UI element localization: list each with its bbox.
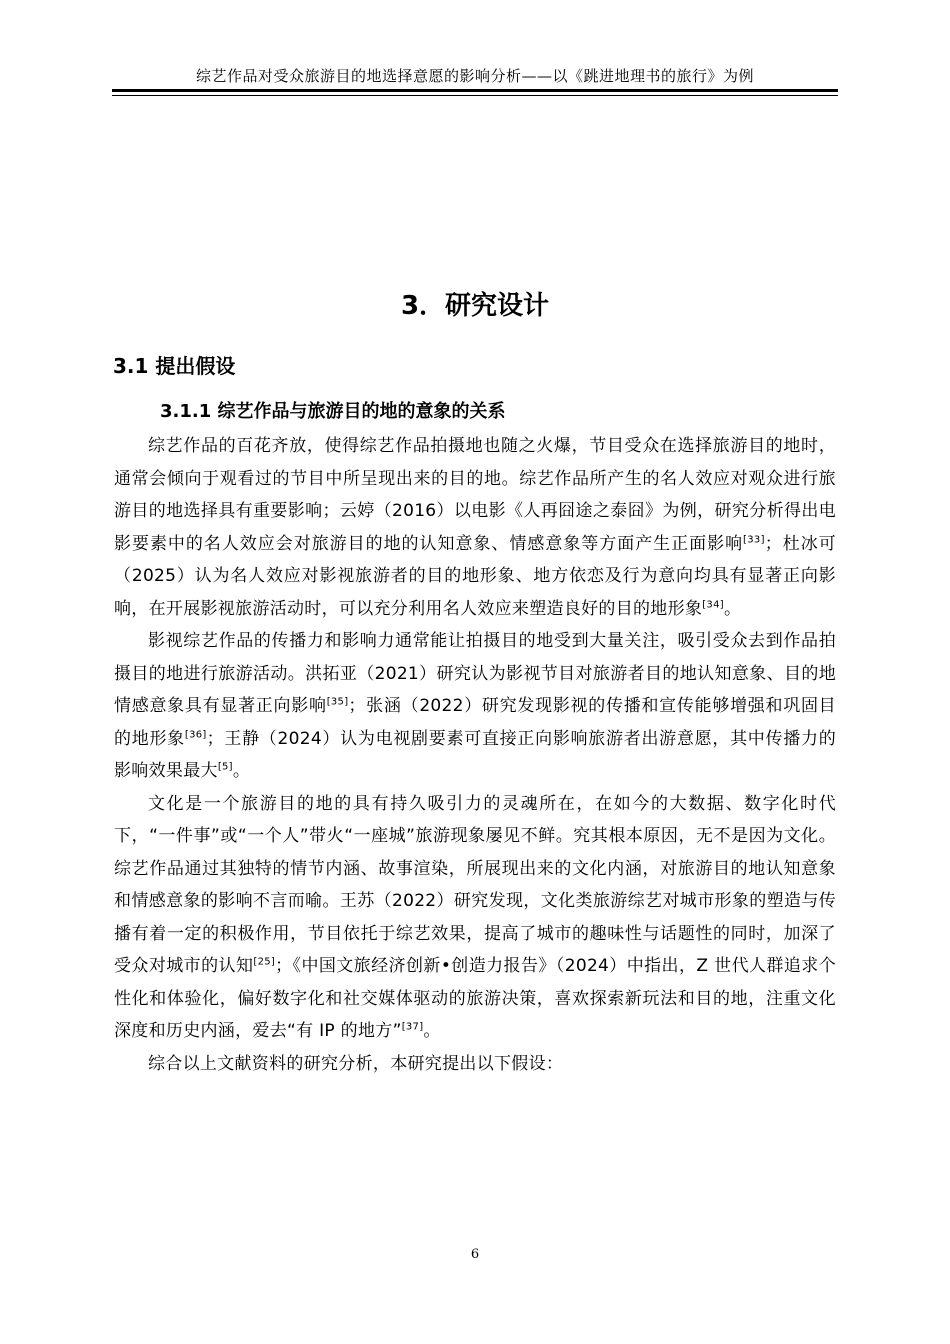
page-number: 6 — [470, 1247, 480, 1262]
citation-marker: [5] — [217, 761, 233, 773]
header-rule-thin — [112, 95, 838, 96]
paragraph-text: ；杜冰可（2025）认为名人效应对影视旅游者的目的地形象、地方依恋及行为意向均具有显著正向影响，在开展影视旅游活动时，可以充分利用名人效应来塑造良好的目的地形象 — [114, 533, 836, 619]
paragraph-text: ；《中国文旅经济创新•创造力报告》（2024）中指出，Z 世代人群追求个性化和体验化，偏好数字化和社交媒体驱动的旅游决策，喜欢探索新玩法和目的地，注重文化深度和历史内涵，爱去“有 IP 的地方” — [114, 956, 836, 1041]
citation-marker: [35] — [326, 696, 349, 708]
citation-marker: [25] — [253, 956, 276, 968]
citation-marker: [34] — [702, 598, 724, 610]
citation-marker: [37] — [401, 1021, 424, 1033]
paragraph — [114, 788, 836, 1048]
paragraph-text: 综合以上文献资料的研究分析，本研究提出以下假设： — [148, 1053, 564, 1074]
paragraph-text: 影视综艺作品的传播力和影响力通常能让拍摄目的地受到大量关注，吸引受众去到作品拍摄目的地进行旅游活动。洪拓亚（2021）研究认为影视节目对旅游者目的地认知意象、目的地情感意象具有显著正向影响 — [114, 631, 836, 716]
paragraph — [114, 430, 836, 625]
paragraph-text: ；张涵（2022）研究发现影视的传播和宣传能够增强和巩固目的地形象 — [114, 696, 836, 749]
citation-marker: [33] — [743, 533, 765, 545]
section-title: 3.1 提出假设 — [113, 354, 236, 378]
body-text — [114, 430, 836, 1080]
header-rule-thick — [112, 89, 838, 92]
paragraph-text: 文化是一个旅游目的地的具有持久吸引力的灵魂所在，在如今的大数据、数字化时代下，“一件事”或“一个人”带火“一座城”旅游现象屡见不鲜。究其根本原因，无不是因为文化。综艺作品通过其独特的情节内涵、故事渲染，所展现出来的文化内涵，对旅游目的地认知意象和情感意象的影响不言而喻。王苏（2022）研究发现，文化类旅游综艺对城市形象的塑造与传播有着一定的积极作用，节目依托于综艺效果，提高了城市的趣味性与话题性的同时，加深了受众对城市的认知 — [114, 793, 836, 976]
paragraph-text: 。 — [723, 598, 742, 619]
citation-marker: [36] — [184, 728, 207, 740]
paragraph — [114, 1048, 836, 1081]
paragraph — [114, 625, 836, 788]
chapter-title: 3．研究设计 — [400, 291, 550, 321]
paragraph-text: 。 — [423, 1021, 441, 1041]
paragraph-text: 。 — [232, 761, 251, 781]
running-header: 综艺作品对受众旅游目的地选择意愿的影响分析——以《跳进地理书的旅行》为例 — [195, 67, 754, 85]
paragraph-text: 综艺作品的百花齐放，使得综艺作品拍摄地也随之火爆，节目受众在选择旅游目的地时，通常会倾向于观看过的节目中所呈现出来的目的地。综艺作品所产生的名人效应对观众进行旅游目的地选择具有重要影响；云婷（2016）以电影《人再囧途之泰囧》为例，研究分析得出电影要素中的名人效应会对旅游目的地的认知意象、情感意象等方面产生正面影响 — [114, 436, 836, 554]
subsection-title: 3.1.1 综艺作品与旅游目的地的意象的关系 — [160, 401, 506, 422]
paragraph-text: ；王静（2024）认为电视剧要素可直接正向影响旅游者出游意愿，其中传播力的影响效果最大 — [114, 728, 836, 781]
